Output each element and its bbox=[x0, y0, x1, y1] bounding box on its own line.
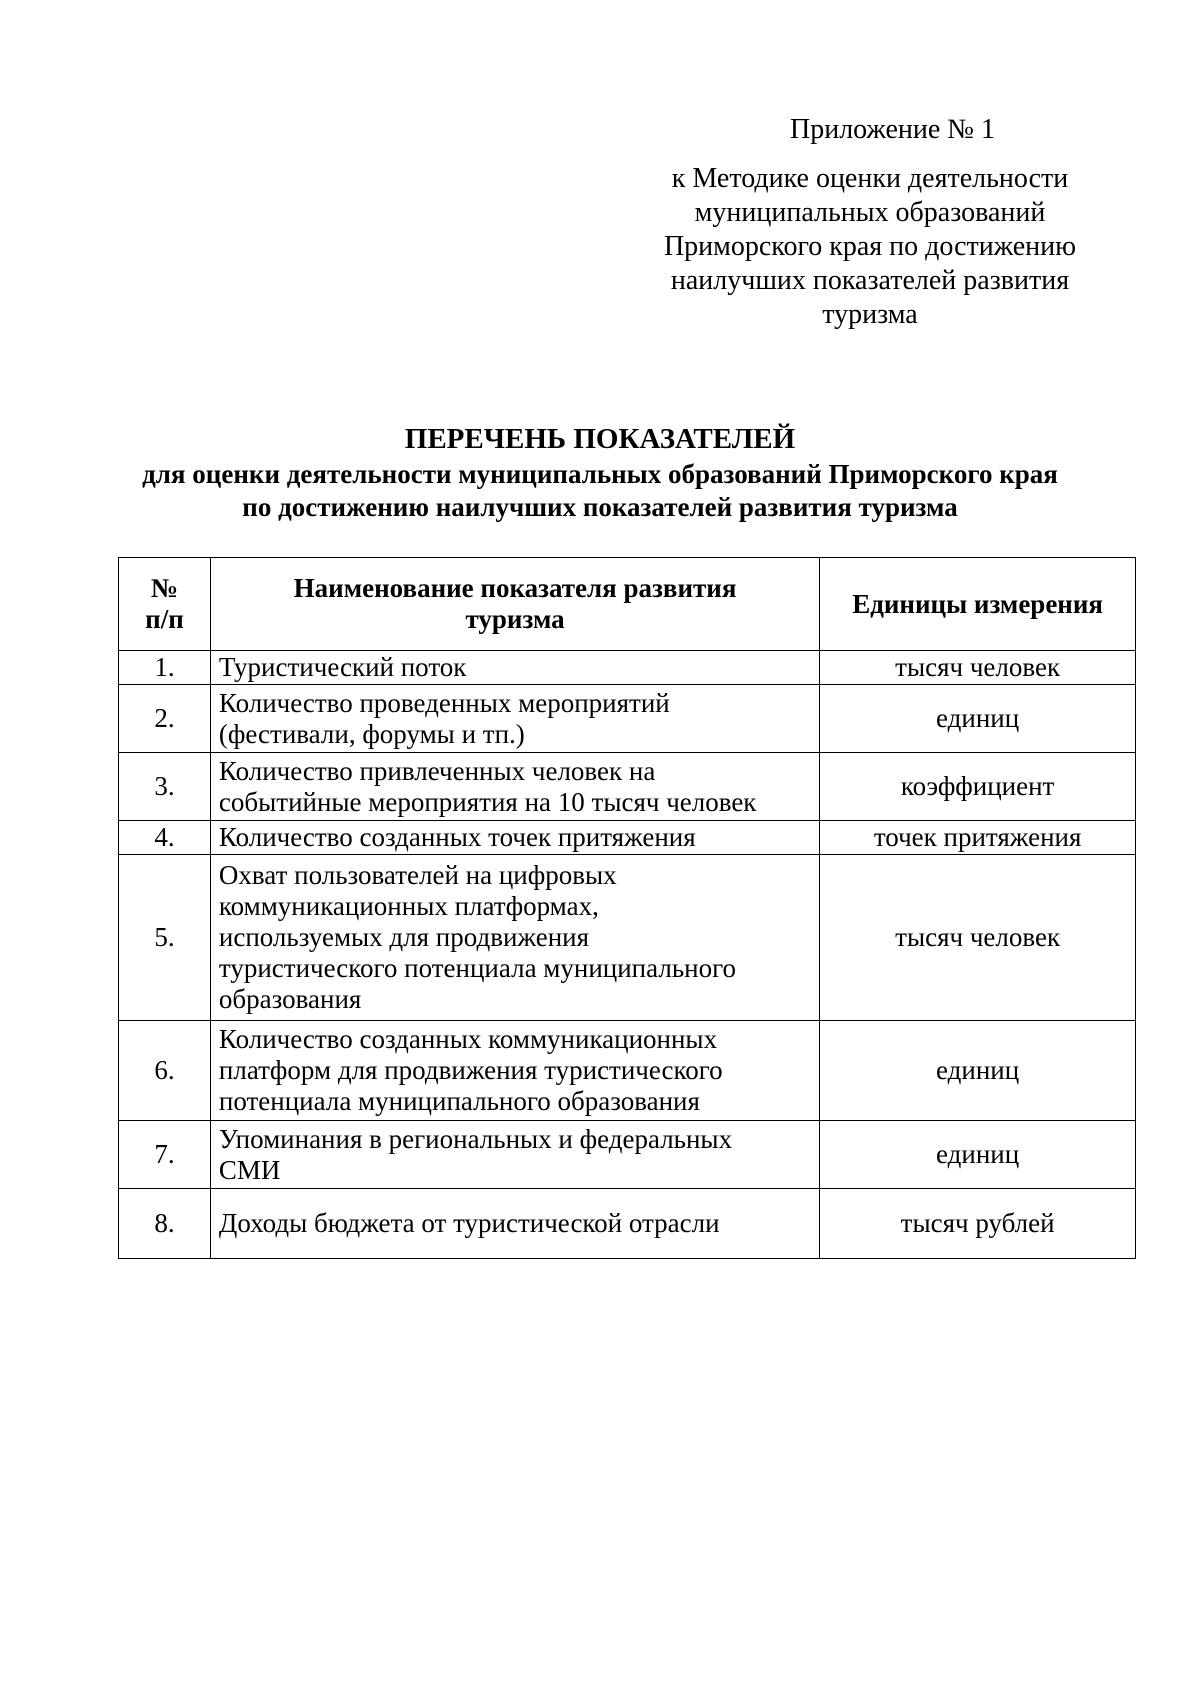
indicator-unit: единиц bbox=[820, 685, 1136, 753]
indicator-name-line: потенциала муниципального образования bbox=[218, 1086, 700, 1116]
table-header-row bbox=[119, 558, 1136, 651]
indicator-name-line: Количество созданных коммуникационных bbox=[218, 1024, 718, 1054]
header-number-line: п/п bbox=[145, 604, 184, 634]
indicator-name-line: используемых для продвижения bbox=[218, 922, 590, 952]
indicator-name bbox=[210, 821, 819, 855]
appendix-line: туризма bbox=[822, 299, 918, 330]
table-row bbox=[119, 855, 1136, 1021]
appendix-title: Приложение № 1 bbox=[790, 114, 995, 145]
indicator-name-line: Туристический поток bbox=[218, 652, 467, 682]
indicator-unit: единиц bbox=[820, 1121, 1136, 1189]
table-row bbox=[119, 1021, 1136, 1121]
header-unit: Единицы измерения bbox=[820, 558, 1136, 651]
indicator-name bbox=[210, 1021, 819, 1121]
document-heading: ПЕРЕЧЕНЬ ПОКАЗАТЕЛЕЙ bbox=[404, 423, 796, 455]
header-number-line: № bbox=[150, 573, 179, 603]
row-number: 6. bbox=[119, 1021, 211, 1121]
indicator-name-line: СМИ bbox=[218, 1154, 281, 1185]
table-row bbox=[119, 651, 1136, 685]
indicator-name bbox=[210, 685, 819, 753]
indicator-name-line: событийные мероприятия на 10 тысяч человек bbox=[218, 786, 757, 817]
appendix-line: к Методике оценки деятельности bbox=[671, 163, 1069, 194]
indicator-name-line: коммуникационных платформах, bbox=[218, 891, 599, 921]
indicator-unit: тысяч человек bbox=[820, 651, 1136, 685]
indicator-name-line: Охват пользователей на цифровых bbox=[218, 860, 617, 890]
row-number: 4. bbox=[119, 821, 211, 855]
indicator-name-line: Упоминания в региональных и федеральных bbox=[218, 1123, 733, 1154]
indicator-name-line: платформ для продвижения туристического bbox=[218, 1055, 723, 1085]
indicator-name bbox=[210, 753, 819, 821]
appendix-reference bbox=[640, 162, 1100, 332]
indicator-name-line: Количество привлеченных человек на bbox=[218, 755, 656, 786]
appendix-line: наилучших показателей развития bbox=[670, 265, 1070, 296]
indicator-unit: тысяч человек bbox=[820, 855, 1136, 1021]
indicator-name bbox=[210, 651, 819, 685]
document-subheading: по достижению наилучших показателей развития туризма bbox=[242, 492, 958, 522]
header-name-line: туризма bbox=[465, 604, 565, 634]
indicator-name-line: туристического потенциала муниципального bbox=[218, 953, 736, 983]
indicator-name-line: Количество созданных точек притяжения bbox=[218, 822, 696, 852]
indicator-name bbox=[210, 855, 819, 1021]
appendix-line: муниципальных образований bbox=[694, 197, 1046, 228]
indicator-unit: единиц bbox=[820, 1021, 1136, 1121]
indicator-name bbox=[210, 1189, 819, 1259]
row-number: 7. bbox=[119, 1121, 211, 1189]
table-row bbox=[119, 821, 1136, 855]
indicator-name bbox=[210, 1121, 819, 1189]
indicator-name-line: образования bbox=[218, 984, 362, 1014]
table-row bbox=[119, 1189, 1136, 1259]
table-row bbox=[119, 753, 1136, 821]
document-subheading: для оценки деятельности муниципальных образований Приморского края bbox=[142, 459, 1058, 489]
indicators-table bbox=[118, 557, 1136, 1259]
indicator-name-line: (фестивали, форумы и тп.) bbox=[218, 718, 525, 749]
table-row bbox=[119, 1121, 1136, 1189]
table-row bbox=[119, 685, 1136, 753]
row-number: 1. bbox=[119, 651, 211, 685]
header-name bbox=[210, 558, 819, 651]
indicator-name-line: Доходы бюджета от туристической отрасли bbox=[218, 1208, 720, 1238]
row-number: 3. bbox=[119, 753, 211, 821]
indicator-name-line: Количество проведенных мероприятий bbox=[218, 687, 670, 718]
header-name-line: Наименование показателя развития bbox=[293, 573, 737, 603]
indicator-unit: коэффициент bbox=[820, 753, 1136, 821]
row-number: 5. bbox=[119, 855, 211, 1021]
row-number: 2. bbox=[119, 685, 211, 753]
row-number: 8. bbox=[119, 1189, 211, 1259]
indicator-unit: тысяч рублей bbox=[820, 1189, 1136, 1259]
header-number bbox=[119, 558, 211, 651]
indicator-unit: точек притяжения bbox=[820, 821, 1136, 855]
appendix-line: Приморского края по достижению bbox=[663, 231, 1077, 262]
